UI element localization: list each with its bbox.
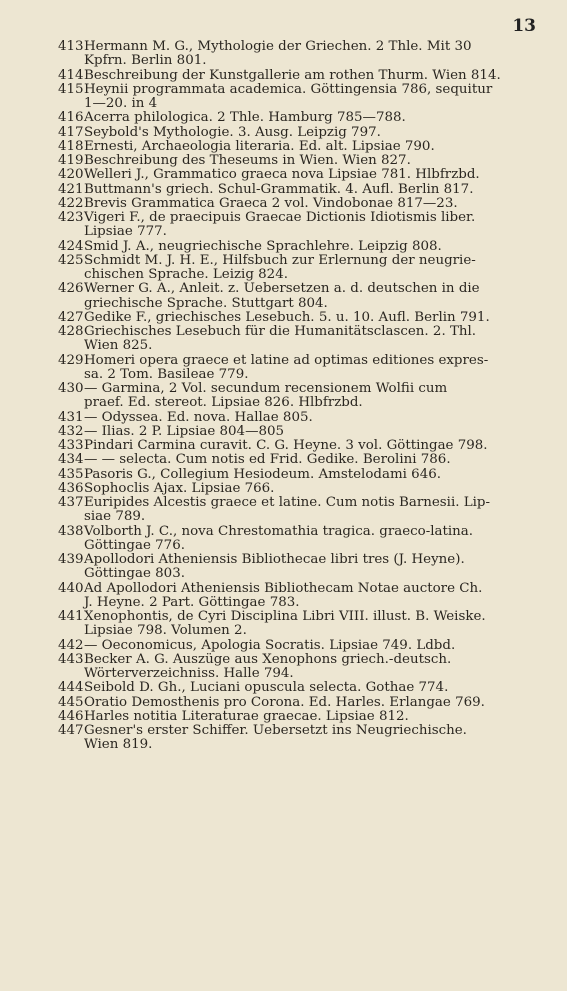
- catalog-entry: [46, 425, 537, 439]
- entry-number: 423: [58, 210, 84, 225]
- catalog-entry: [46, 69, 537, 83]
- entry-number: 420: [58, 167, 84, 183]
- catalog-entry: [46, 168, 537, 182]
- entry-number: 435: [58, 466, 84, 482]
- entry-text: Sophoclis Ajax. Lipsiae 766.: [84, 480, 275, 496]
- entry-text: Xenophontis, de Cyri Disciplina Libri VIII. illust. B. Weiske. Lipsiae 798. Volumen 2.: [84, 609, 486, 639]
- entry-number: 415: [58, 81, 84, 97]
- catalog-entry: [46, 254, 537, 283]
- entry-number: 444: [58, 680, 84, 696]
- entry-text: Pindari Carmina curavit. C. G. Heyne. 3 vol. Göttingae 798.: [84, 438, 488, 453]
- entry-text: Homeri opera graece et latine ad optimas editiones expres- sa. 2 Tom. Basileae 779.: [84, 352, 489, 382]
- entry-number: 429: [58, 352, 84, 368]
- entry-number: 426: [58, 281, 84, 297]
- catalog-entry: [46, 653, 537, 682]
- entry-text: Volborth J. C., nova Chrestomathia tragica. graeco-latina. Göttingae 776.: [84, 523, 474, 553]
- entry-text: — Odyssea. Ed. nova. Hallae 805.: [84, 409, 313, 425]
- entry-number: 437: [58, 495, 84, 510]
- entry-text: — Garmina, 2 Vol. secundum recensionem Wolfii cum praef. Ed. stereot. Lipsiae 826. Hlbfrzbd.: [84, 381, 448, 411]
- entry-number: 425: [58, 252, 84, 268]
- catalog-entry: [46, 453, 537, 467]
- entry-text: Harles notitia Literaturae graecae. Lipsiae 812.: [84, 708, 409, 724]
- catalog-entry: [46, 354, 537, 383]
- entry-number: 443: [58, 651, 84, 667]
- catalog-entry: [46, 282, 537, 311]
- entry-text: Hermann M. G., Mythologie der Griechen. 2 Thle. Mit 30 Kpfrn. Berlin 801.: [84, 39, 472, 69]
- entry-text: Beschreibung des Theseums in Wien. Wien 827.: [84, 153, 411, 168]
- entry-text: Acerra philologica. 2 Thle. Hamburg 785—788.: [84, 110, 406, 126]
- catalog-entry: [46, 197, 537, 211]
- catalog-entry: [46, 724, 537, 753]
- catalog-entry: [46, 439, 537, 453]
- entry-text: Oratio Demosthenis pro Corona. Ed. Harles. Erlangae 769.: [84, 694, 485, 710]
- entry-text: Buttmann's griech. Schul-Grammatik. 4. Aufl. Berlin 817.: [84, 181, 474, 197]
- entry-number: 441: [58, 609, 84, 624]
- entry-number: 440: [58, 580, 84, 596]
- catalog-entry: [46, 610, 537, 639]
- entry-number: 419: [58, 153, 84, 168]
- entry-text: Beschreibung der Kunstgallerie am rothen Thurm. Wien 814.: [84, 67, 501, 83]
- catalog-entry: [46, 83, 537, 112]
- entry-text: Pasoris G., Collegium Hesiodeum. Amstelodami 646.: [84, 466, 442, 482]
- entry-number: 432: [58, 423, 84, 439]
- entry-text: Heynii programmata academica. Göttingensia 786, sequitur 1—20. in 4: [84, 81, 493, 111]
- entry-number: 417: [58, 124, 84, 140]
- entry-text: — Oeconomicus, Apologia Socratis. Lipsiae 749. Ldbd.: [84, 637, 456, 653]
- entry-text: Schmidt M. J. H. E., Hilfsbuch zur Erlernung der neugrie- chischen Sprache. Leizig 824.: [84, 252, 476, 282]
- entry-text: Smid J. A., neugriechische Sprachlehre. Leipzig 808.: [84, 238, 442, 254]
- entry-text: Welleri J., Grammatico graeca nova Lipsiae 781. Hlbfrzbd.: [84, 167, 480, 183]
- entry-text: Seibold D. Gh., Luciani opuscula selecta. Gothae 774.: [84, 680, 449, 696]
- entry-text: Griechisches Lesebuch für die Humanitätsclascen. 2. Thl. Wien 825.: [84, 324, 477, 354]
- entry-number: 427: [58, 309, 84, 325]
- entry-text: Gesner's erster Schiffer. Uebersetzt ins Neugriechische. Wien 819.: [84, 723, 467, 753]
- catalog-entry: [46, 240, 537, 254]
- catalog-entry: [46, 525, 537, 554]
- entry-text: Becker A. G. Auszüge aus Xenophons griech.-deutsch. Wörterverzeichniss. Halle 794.: [84, 651, 452, 681]
- catalog-entry: [46, 382, 537, 411]
- entry-text: Werner G. A., Anleit. z. Uebersetzen a. d. deutschen in die griechische Sprache. Stuttgart 804.: [84, 281, 480, 311]
- entry-number: 434: [58, 452, 84, 468]
- catalog-entry: [46, 325, 537, 354]
- entry-number: 416: [58, 110, 84, 126]
- entry-number: 422: [58, 195, 84, 211]
- entry-number: 424: [58, 238, 84, 254]
- page-number: 13: [512, 16, 536, 36]
- entry-number: 414: [58, 67, 84, 83]
- catalog-entry: [46, 482, 537, 496]
- catalog-entry: [46, 496, 537, 525]
- entry-number: 447: [58, 723, 84, 738]
- entry-text: Vigeri F., de praecipuis Graecae Dictionis Idiotismis liber. Lipsiae 777.: [84, 210, 476, 240]
- catalog-entry-list: [46, 40, 537, 753]
- catalog-entry: [46, 710, 537, 724]
- entry-number: 413: [58, 39, 84, 54]
- catalog-entry: [46, 681, 537, 695]
- entry-number: 418: [58, 138, 84, 154]
- entry-number: 430: [58, 381, 84, 396]
- entry-text: Brevis Grammatica Graeca 2 vol. Vindobonae 817—23.: [84, 195, 458, 211]
- catalog-entry: [46, 468, 537, 482]
- entry-text: Apollodori Atheniensis Bibliothecae libri tres (J. Heyne). Göttingae 803.: [84, 552, 465, 582]
- entry-number: 421: [58, 181, 84, 197]
- catalog-entry: [46, 211, 537, 240]
- entry-text: Gedike F., griechisches Lesebuch. 5. u. 10. Aufl. Berlin 791.: [84, 309, 490, 325]
- entry-text: Seybold's Mythologie. 3. Ausg. Leipzig 797.: [84, 124, 381, 140]
- catalog-entry: [46, 126, 537, 140]
- entry-text: Ernesti, Archaeologia literaria. Ed. alt. Lipsiae 790.: [84, 138, 435, 154]
- entry-number: 433: [58, 438, 84, 453]
- catalog-entry: [46, 639, 537, 653]
- catalog-entry: [46, 140, 537, 154]
- entry-text: Ad Apollodori Atheniensis Bibliothecam Notae auctore Ch. J. Heyne. 2 Part. Göttingae 783.: [84, 580, 483, 610]
- entry-text: Euripides Alcestis graece et latine. Cum notis Barnesii. Lip- siae 789.: [84, 495, 491, 525]
- catalog-entry: [46, 553, 537, 582]
- catalog-entry: [46, 411, 537, 425]
- entry-number: 446: [58, 708, 84, 724]
- catalog-entry: [46, 111, 537, 125]
- catalog-entry: [46, 40, 537, 69]
- entry-number: 445: [58, 694, 84, 710]
- catalog-entry: [46, 696, 537, 710]
- entry-number: 442: [58, 637, 84, 653]
- entry-number: 436: [58, 480, 84, 496]
- entry-number: 439: [58, 552, 84, 567]
- catalog-entry: [46, 582, 537, 611]
- entry-number: 438: [58, 523, 84, 539]
- entry-number: 431: [58, 409, 84, 425]
- catalog-entry: [46, 311, 537, 325]
- catalog-entry: [46, 154, 537, 168]
- entry-text: — Ilias. 2 P. Lipsiae 804—805: [84, 423, 285, 439]
- catalog-entry: [46, 183, 537, 197]
- entry-text: — — selecta. Cum notis ed Frid. Gedike. Berolini 786.: [84, 452, 451, 468]
- entry-number: 428: [58, 324, 84, 339]
